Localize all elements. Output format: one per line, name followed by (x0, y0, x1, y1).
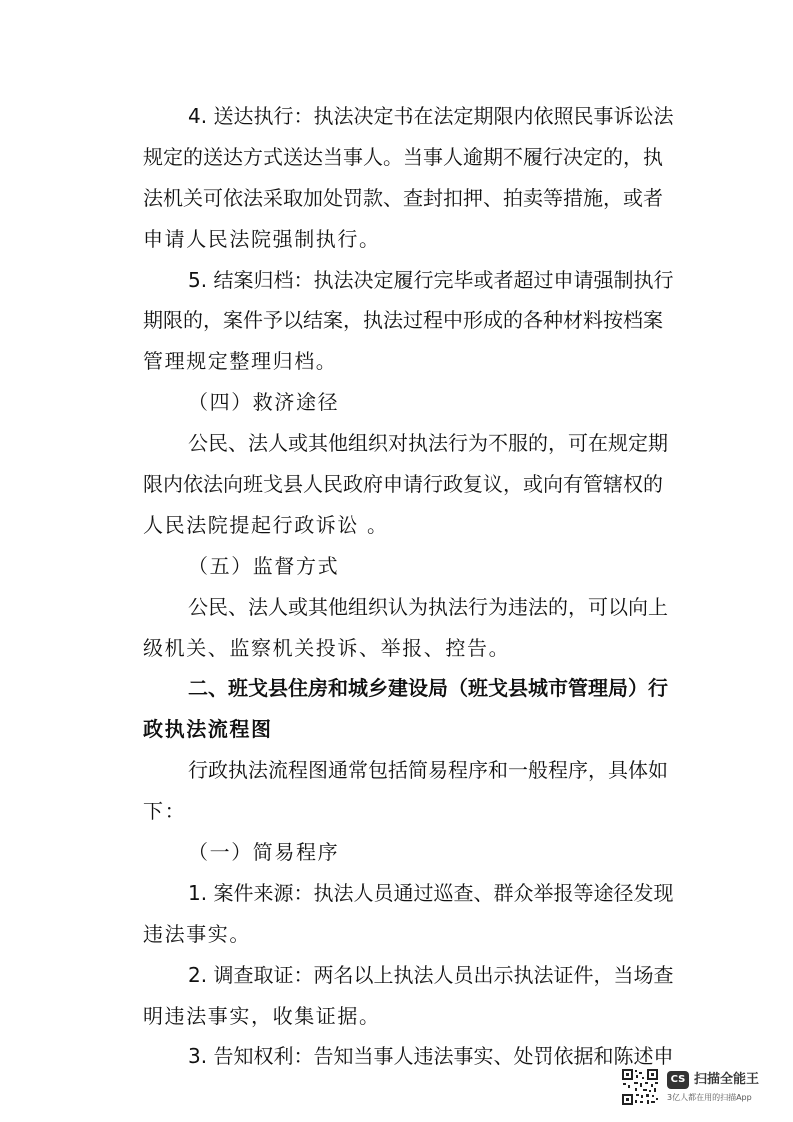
paragraph-line: 4. 送达执行：执法决定书在法定期限内依照民事诉讼法 (188, 104, 674, 128)
section-heading: （一）简易程序 (188, 840, 340, 865)
paragraph-line: 3. 告知权利：告知当事人违法事实、处罚依据和陈述申 (188, 1044, 674, 1069)
paragraph-line: 公民、法人或其他组织对执法行为不服的，可在规定期 (188, 431, 668, 456)
paragraph-line: 公民、法人或其他组织认为执法行为违法的，可以向上 (188, 594, 668, 619)
paragraph-line: 下： (143, 799, 187, 824)
paragraph-line: 管理规定整理归档。 (143, 349, 338, 374)
camscanner-logo: CS (667, 1071, 689, 1089)
section-heading: （四）救济途径 (188, 390, 340, 415)
paragraph-line: 违法事实。 (143, 921, 251, 946)
paragraph-line: 期限的，案件予以结案，执法过程中形成的各种材料按档案 (143, 308, 663, 333)
scanner-watermark (621, 1068, 771, 1108)
paragraph-line: 法机关可依法采取加处罚款、查封扣押、拍卖等措施，或者 (143, 185, 663, 210)
paragraph-line: 明违法事实，收集证据。 (143, 1003, 381, 1028)
paragraph-line: 行政执法流程图通常包括简易程序和一般程序，具体如 (188, 758, 668, 783)
brand-tagline: 3亿人都在用的扫描App (667, 1093, 752, 1102)
paragraph-line: 人民法院提起行政诉讼 。 (143, 512, 389, 537)
paragraph-line: 5. 结案归档：执法决定履行完毕或者超过申请强制执行 (188, 267, 674, 292)
paragraph-line: 限内依法向班戈县人民政府申请行政复议，或向有管辖权的 (143, 472, 663, 497)
document-body (143, 96, 674, 1077)
paragraph-line: 规定的送达方式送达当事人。当事人逾期不履行决定的，执 (143, 144, 663, 169)
brand-name: 扫描全能王 (694, 1072, 760, 1087)
chapter-heading: 二、班戈县住房和城乡建设局（班戈县城市管理局）行 (188, 676, 668, 701)
paragraph-line: 级机关、监察机关投诉、举报、控告。 (143, 635, 511, 660)
chapter-heading: 政执法流程图 (143, 717, 273, 742)
paragraph-line: 1. 案件来源：执法人员通过巡查、群众举报等途径发现 (188, 880, 674, 905)
section-heading: （五）监督方式 (188, 553, 340, 578)
qr-code-icon (621, 1068, 659, 1106)
paragraph-line: 2. 调查取证：两名以上执法人员出示执法证件，当场查 (188, 962, 674, 987)
paragraph-line: 申请人民法院强制执行。 (143, 226, 381, 251)
